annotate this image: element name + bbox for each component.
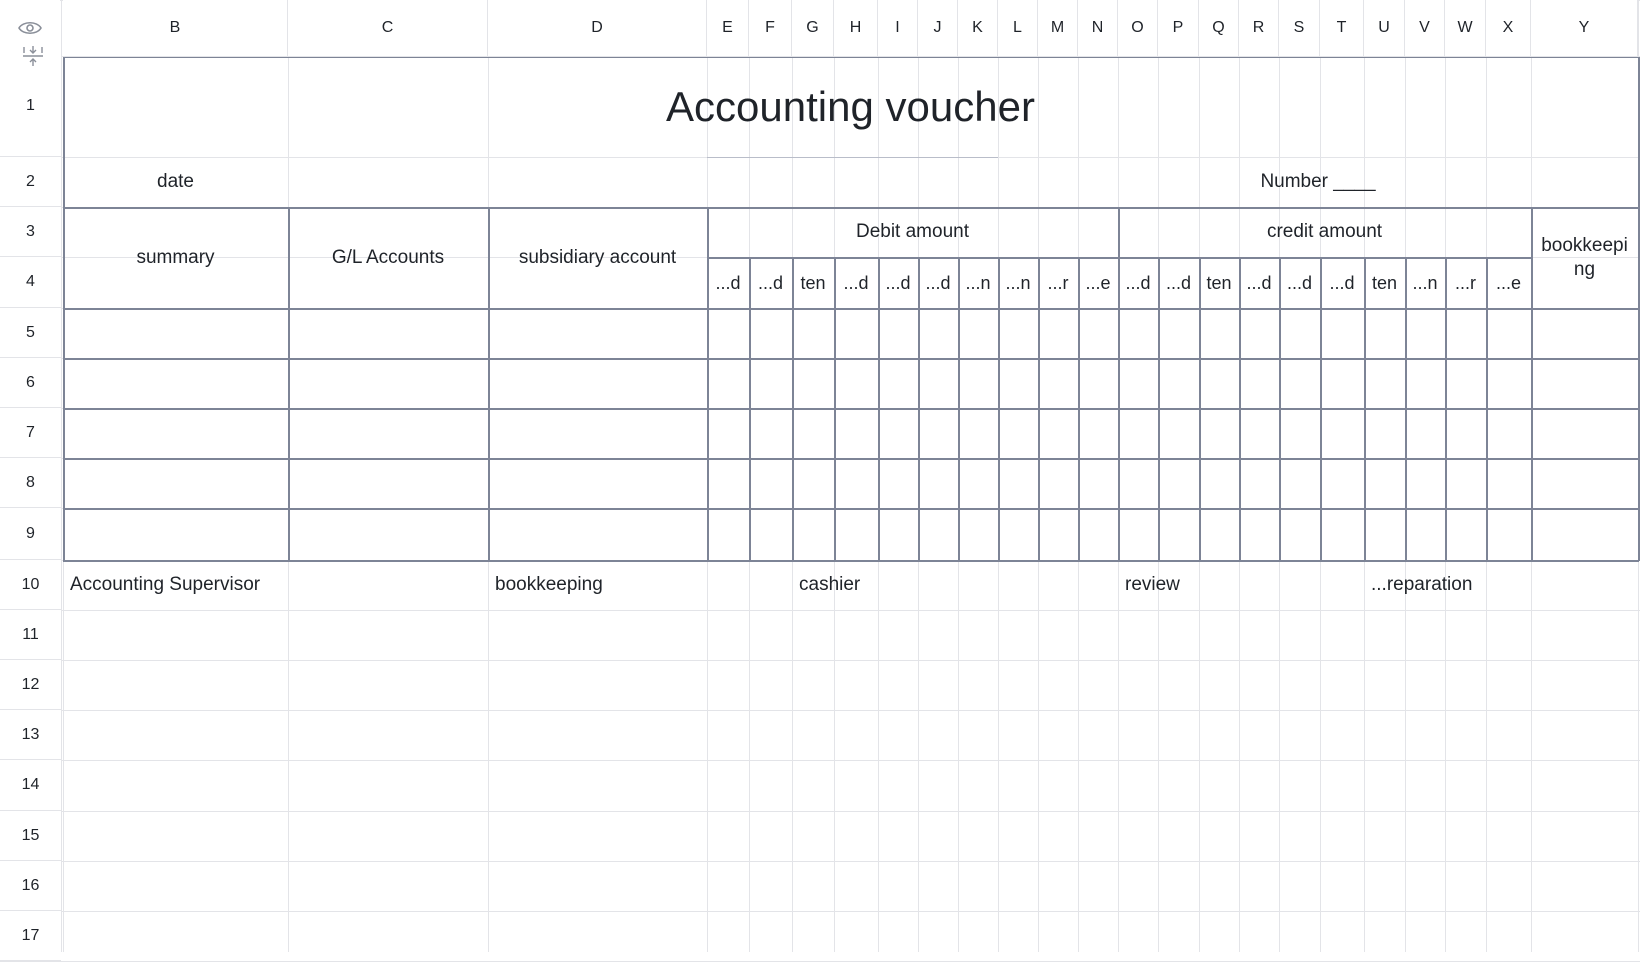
row-header-3[interactable]: 3 — [0, 207, 61, 257]
debit-digit-header[interactable]: ten — [800, 272, 826, 293]
column-header-v[interactable]: V — [1405, 0, 1445, 56]
column-header-g[interactable]: G — [792, 0, 834, 56]
credit-amount-header[interactable]: credit amount — [1266, 221, 1383, 242]
date-label[interactable]: date — [157, 171, 194, 192]
credit-digit-header[interactable]: ...d — [1246, 272, 1272, 293]
column-header-r[interactable]: R — [1239, 0, 1279, 56]
debit-digit-header[interactable]: ...d — [757, 272, 783, 293]
select-all-corner[interactable] — [0, 0, 60, 56]
row-header-4[interactable]: 4 — [0, 257, 61, 308]
number-label[interactable]: Number ____ — [1260, 171, 1376, 192]
column-header-h[interactable]: H — [834, 0, 878, 56]
credit-digit-header[interactable]: ...d — [1125, 272, 1151, 293]
column-header-k[interactable]: K — [958, 0, 998, 56]
column-header-y[interactable]: Y — [1531, 0, 1638, 56]
column-header-b[interactable]: B — [63, 0, 288, 56]
eye-icon[interactable] — [14, 16, 46, 40]
bookkeeping-label[interactable]: bookkeeping — [495, 574, 603, 595]
row-header-8[interactable]: 8 — [0, 458, 61, 508]
review-label[interactable]: review — [1125, 574, 1180, 595]
row-header-14[interactable]: 14 — [0, 760, 61, 811]
column-header-w[interactable]: W — [1445, 0, 1486, 56]
column-header-d[interactable]: D — [488, 0, 707, 56]
row-header-10[interactable]: 10 — [0, 560, 61, 610]
column-header-q[interactable]: Q — [1199, 0, 1239, 56]
column-header-s[interactable]: S — [1279, 0, 1320, 56]
row-header-6[interactable]: 6 — [0, 358, 61, 408]
debit-digit-header[interactable]: ...r — [1047, 272, 1069, 293]
row-header-17[interactable]: 17 — [0, 911, 61, 961]
column-header-u[interactable]: U — [1364, 0, 1405, 56]
debit-digit-header[interactable]: ...d — [925, 272, 951, 293]
bookkeeping-header[interactable]: bookkeepi ng — [1541, 234, 1628, 280]
column-header-e[interactable]: E — [707, 0, 749, 56]
column-header-x[interactable]: X — [1486, 0, 1531, 56]
debit-digit-header[interactable]: ...d — [885, 272, 911, 293]
preparation-label[interactable]: ...reparation — [1371, 574, 1473, 595]
row-header-7[interactable]: 7 — [0, 408, 61, 458]
debit-digit-header[interactable]: ...n — [965, 272, 991, 293]
freeze-row-icon[interactable] — [20, 44, 46, 68]
row-header-16[interactable]: 16 — [0, 861, 61, 911]
gl-accounts-header[interactable]: G/L Accounts — [331, 246, 445, 268]
row-header-2[interactable]: 2 — [0, 157, 61, 207]
row-header-15[interactable]: 15 — [0, 811, 61, 861]
debit-amount-header[interactable]: Debit amount — [855, 221, 969, 242]
credit-digit-header[interactable]: ten — [1206, 272, 1232, 293]
row-header-9[interactable]: 9 — [0, 508, 61, 560]
debit-digit-header[interactable]: ...n — [1005, 272, 1031, 293]
voucher-title[interactable]: Accounting voucher — [666, 82, 1035, 130]
row-header-5[interactable]: 5 — [0, 308, 61, 358]
column-header-i[interactable]: I — [878, 0, 918, 56]
debit-digit-header[interactable]: ...e — [1085, 272, 1111, 293]
credit-digit-header[interactable]: ...d — [1165, 272, 1191, 293]
credit-digit-header[interactable]: ...d — [1329, 272, 1355, 293]
column-header-p[interactable]: P — [1158, 0, 1199, 56]
summary-header[interactable]: summary — [136, 246, 215, 268]
credit-digit-header[interactable]: ...r — [1455, 272, 1476, 293]
row-header-1[interactable]: 1 — [0, 56, 61, 157]
cashier-label[interactable]: cashier — [799, 574, 861, 595]
credit-digit-header[interactable]: ...e — [1495, 272, 1521, 293]
debit-digit-header[interactable]: ...d — [715, 272, 741, 293]
credit-digit-header[interactable]: ten — [1371, 272, 1398, 293]
column-header-m[interactable]: M — [1038, 0, 1078, 56]
column-header-o[interactable]: O — [1118, 0, 1158, 56]
column-header-j[interactable]: J — [918, 0, 958, 56]
accounting-supervisor-label[interactable]: Accounting Supervisor — [70, 574, 261, 595]
debit-digit-header[interactable]: ...d — [843, 272, 869, 293]
column-header-f[interactable]: F — [749, 0, 792, 56]
row-header-11[interactable]: 11 — [0, 610, 61, 660]
row-header-13[interactable]: 13 — [0, 710, 61, 760]
credit-digit-header[interactable]: ...n — [1412, 272, 1438, 293]
column-header-l[interactable]: L — [998, 0, 1038, 56]
column-header-n[interactable]: N — [1078, 0, 1118, 56]
subsidiary-account-header[interactable]: subsidiary account — [518, 246, 677, 268]
column-header-c[interactable]: C — [288, 0, 488, 56]
row-header-12[interactable]: 12 — [0, 660, 61, 710]
credit-digit-header[interactable]: ...d — [1286, 272, 1312, 293]
column-header-t[interactable]: T — [1320, 0, 1364, 56]
